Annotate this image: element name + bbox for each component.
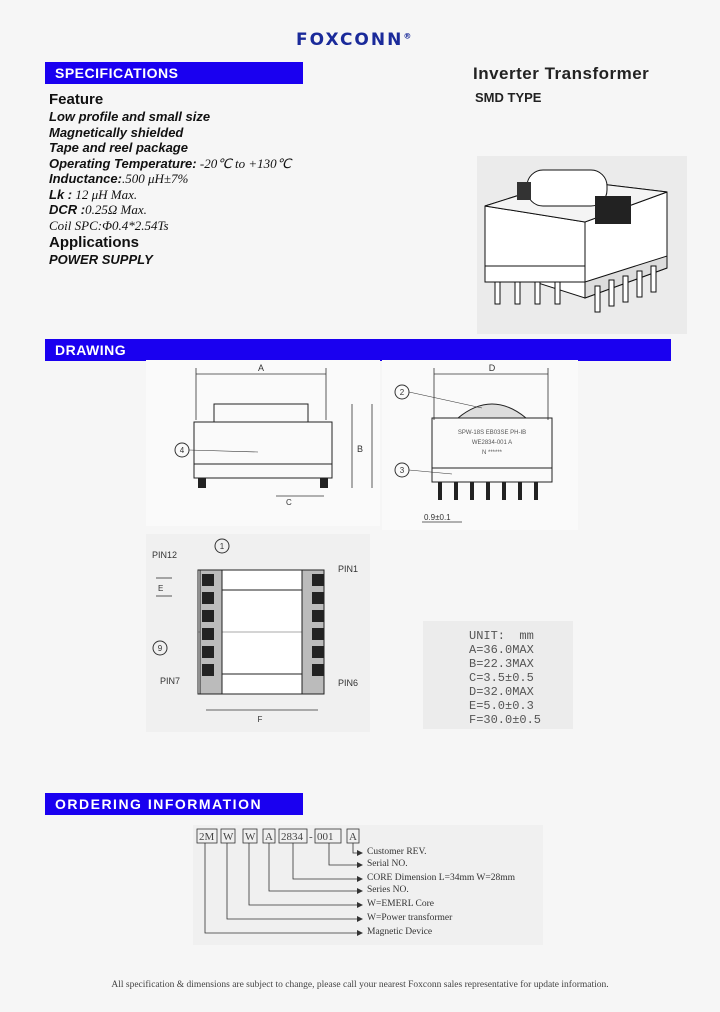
bottom-view-svg (146, 534, 370, 732)
coil-spc-value: Φ0.4*2.54Ts (102, 217, 169, 233)
inductance-value: .500 μH±7% (121, 171, 189, 186)
pin12-label: PIN12 (152, 550, 178, 560)
units-row: A=36.0MAX (469, 643, 534, 657)
dim-a-label: A (257, 363, 265, 373)
inductance (49, 171, 291, 187)
units-row: D=32.0MAX (469, 685, 534, 699)
callout-4: 4 (179, 446, 185, 455)
front-view-drawing (146, 360, 380, 526)
code-part: A (265, 831, 273, 843)
front-view-svg (146, 360, 380, 526)
ordering-code-diagram (193, 825, 543, 945)
inductance-label: Inductance: (49, 171, 122, 186)
units-row: C=3.5±0.5 (469, 671, 534, 685)
product-title: Inverter Transformer (473, 64, 650, 83)
coil-spc-label: Coil SPC: (49, 217, 103, 233)
order-label-customer-rev: Customer REV. (367, 847, 427, 857)
pin1-label: PIN1 (338, 564, 359, 574)
label-line-3: N ****** (481, 450, 503, 456)
lk-label: Lk : (49, 186, 73, 202)
tolerance-label: 0.9±0.1 (424, 513, 451, 522)
section-specifications: SPECIFICATIONS (45, 62, 303, 84)
callout-2: 2 (399, 388, 405, 397)
order-label-product-type: W=Power transformer (367, 913, 453, 923)
operating-temp-value: -20℃ to +130℃ (196, 155, 292, 171)
feature-heading: Feature (49, 91, 104, 108)
dim-d-label: D (488, 363, 496, 373)
brand-logo (296, 30, 411, 50)
feature-item: Magnetically shielded (49, 124, 184, 140)
units-title: UNIT: mm (469, 629, 534, 643)
code-part: W (245, 831, 256, 843)
dim-c-label: C (286, 498, 292, 507)
label-line-2: WE2834-001 A (471, 440, 513, 446)
code-part: 2834 (281, 831, 303, 843)
product-photo (477, 156, 687, 334)
side-view-drawing (382, 360, 578, 530)
pin7-label: PIN7 (160, 676, 181, 686)
dim-f-label: F (257, 715, 263, 724)
order-label-serial-no: Serial NO. (367, 859, 408, 869)
feature-item: Low profile and small size (49, 109, 211, 124)
footer-disclaimer: All specification & dimensions are subject to change, please call your nearest Foxconn sales representative for update information. (111, 980, 609, 990)
dim-e-label: E (158, 584, 164, 593)
operating-temp (49, 156, 291, 172)
code-part: 2M (199, 831, 215, 843)
section-drawing: DRAWING (45, 339, 671, 361)
bottom-view-drawing (146, 534, 370, 732)
units-row: F=30.0±0.5 (469, 713, 542, 727)
order-label-core-dimension: CORE Dimension L=34mm W=28mm (367, 873, 516, 883)
code-part: A (349, 831, 357, 843)
code-part: 001 (317, 831, 334, 843)
code-part: - (309, 831, 313, 843)
lk-value: 12 μH Max. (72, 186, 138, 202)
order-label-magnetic-device: Magnetic Device (367, 927, 433, 937)
product-type: SMD TYPE (475, 90, 542, 105)
units-row: B=22.3MAX (469, 657, 534, 671)
lk (49, 187, 291, 203)
dcr-label: DCR : (49, 202, 86, 217)
side-view-svg (382, 360, 578, 530)
dim-b-label: B (357, 444, 364, 454)
transformer-illustration (477, 156, 687, 334)
units-table (423, 621, 573, 729)
callout-9: 9 (157, 644, 163, 653)
dcr-value: 0.25Ω Max. (85, 202, 147, 217)
dcr (49, 202, 291, 218)
section-ordering: ORDERING INFORMATION (45, 793, 303, 815)
code-part: W (223, 831, 234, 843)
feature-item: Tape and reel package (49, 140, 188, 155)
registered-mark: ® (403, 31, 412, 41)
callout-3: 3 (399, 466, 405, 475)
spec-list (49, 90, 291, 268)
pin6-label: PIN6 (338, 678, 359, 688)
coil-spc (49, 218, 291, 234)
application-item: POWER SUPPLY (49, 252, 153, 267)
order-label-core-type: W=EMERL Core (367, 899, 435, 909)
applications-heading: Applications (49, 234, 140, 251)
label-line-1: SPW-18S EB03SE PH-IB (457, 430, 527, 436)
logo-text: FOXCONN (296, 30, 404, 50)
operating-temp-label: Operating Temperature: (49, 155, 197, 171)
units-row: E=5.0±0.3 (469, 699, 534, 713)
callout-1: 1 (219, 542, 225, 551)
order-label-series-no: Series NO. (367, 885, 409, 895)
